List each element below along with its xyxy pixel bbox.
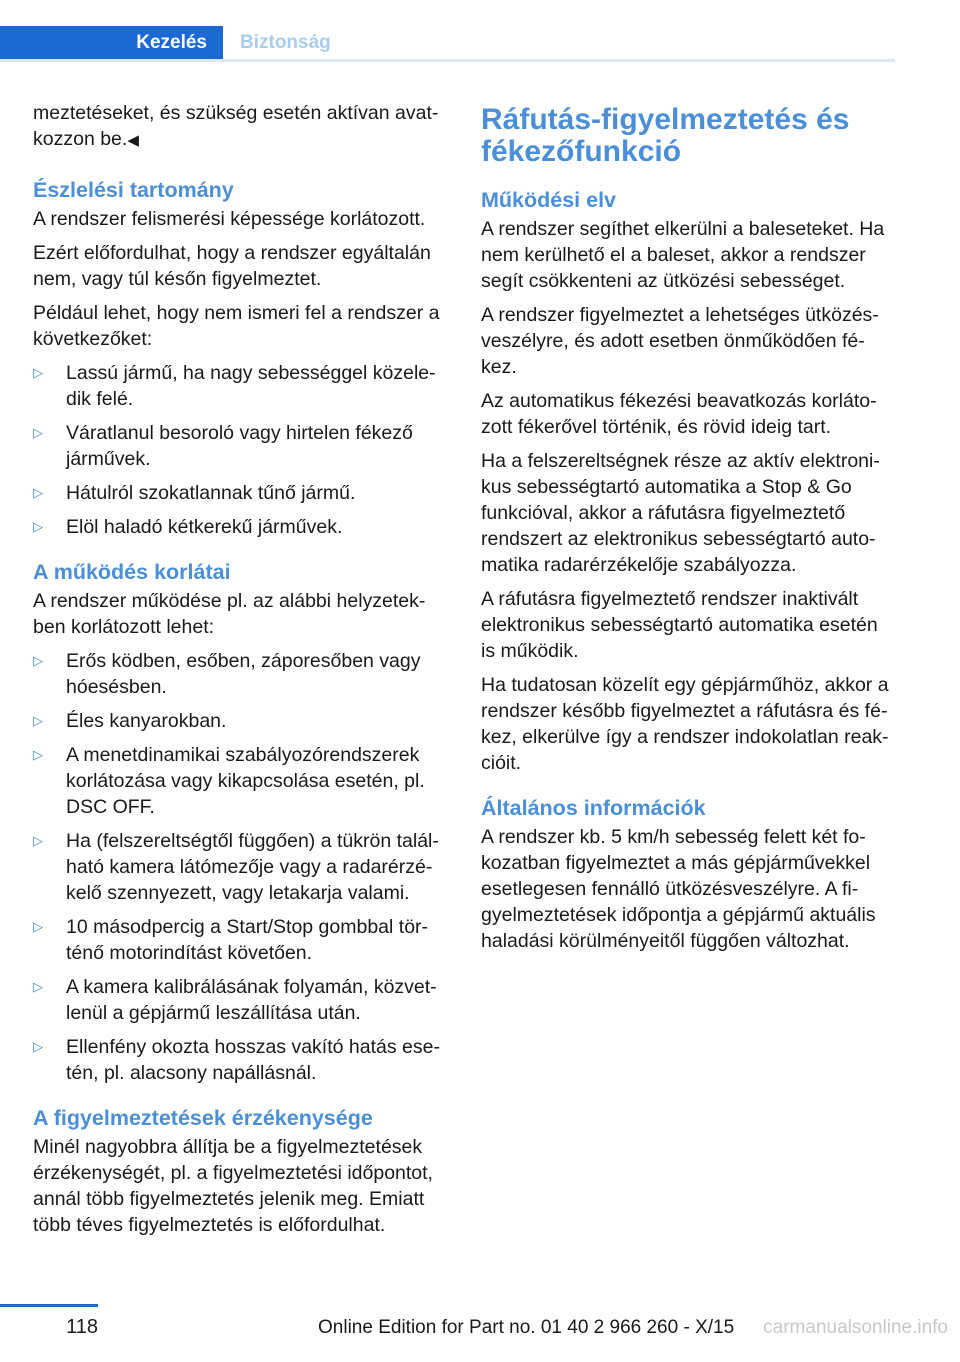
list-item-text: Hátulról szokatlannak tűnő jármű. [66, 482, 356, 504]
list-item [33, 514, 445, 540]
section-title-eszlelesi-tartomany: Észlelési tartomány [33, 178, 234, 202]
section-title-mukodesi-elv: Működési elv [481, 188, 617, 212]
paragraph: Ha a felszereltségnek része az aktív elektroni‐kus sebességtartó automatika a Stop & Go funkcióval, akkor a ráfutásra figyelmeztető rendszert az elektronikus sebességtartó auto‐matika radarérzékelője szabályozza. [481, 450, 880, 576]
list-item-text: Éles kanyarokban. [66, 710, 227, 732]
left-column [33, 100, 445, 1246]
list-item [33, 708, 445, 734]
intro-text: meztetéseket, és szükség esetén aktívan avat‐kozzon be. [33, 102, 439, 150]
triangle-bullet-icon: ▷ [33, 653, 43, 668]
section-title-erzekenyseg: A figyelmeztetések érzékenysége [33, 1106, 373, 1130]
paragraph: A rendszer figyelmeztet a lehetséges ütközés‐veszélyre, és adott esetben önműködően fé‐kez. [481, 304, 879, 378]
list-item-text: Váratlanul besoroló vagy hirtelen fékező járművek. [66, 422, 413, 470]
tab-underline [0, 59, 895, 62]
paragraph: A rendszer kb. 5 km/h sebesség felett két fo‐kozatban figyelmeztet a más gépjárművekkel esetlegesen fennálló ütközésveszélyre. A fi‐gyelmeztetések időpontja a gépjármű aktuális haladási körülményeitől függően változhat. [481, 826, 876, 952]
list-item-text: 10 másodpercig a Start/Stop gombbal tör‐ténő motorindítást követően. [66, 916, 429, 964]
bullet-list [33, 360, 445, 540]
list-item [33, 828, 445, 906]
list-item-text: Elöl haladó kétkerekű járművek. [66, 516, 343, 538]
list-item [33, 648, 445, 700]
list-item [33, 480, 445, 506]
triangle-bullet-icon: ▷ [33, 713, 43, 728]
paragraph: Ha tudatosan közelít egy gépjárműhöz, akkor a rendszer később figyelmeztet a ráfutásra és fé‐kez, elkerülve így a rendszer indokolatlan reak‐cióit. [481, 674, 889, 774]
triangle-bullet-icon: ▷ [33, 833, 43, 848]
paragraph: A rendszer segíthet elkerülni a baleseteket. Ha nem kerülhető el a baleset, akkor a rendszer segít csökkenteni az ütközési sebességet. [481, 218, 885, 292]
list-item [33, 420, 445, 472]
paragraph: Például lehet, hogy nem ismeri fel a rendszer a következőket: [33, 302, 440, 350]
list-item [33, 360, 445, 412]
page-number-rule [0, 1304, 98, 1307]
paragraph: Minél nagyobbra állítja be a figyelmeztetések érzékenységét, pl. a figyelmeztetési időpontot, annál több figyelmeztetés jelenik meg. Emiatt több téves figyelmeztetés is előfordulhat. [33, 1136, 433, 1236]
tab-biztonsag[interactable]: Biztonság [240, 32, 331, 53]
section-title-mukodes-korlatai: A működés korlátai [33, 560, 231, 584]
triangle-bullet-icon: ▷ [33, 919, 43, 934]
intro-paragraph [33, 100, 445, 154]
list-item-text: A kamera kalibrálásának folyamán, közvet‐lenül a gépjármű leszállítása után. [66, 976, 437, 1024]
triangle-bullet-icon: ▷ [33, 365, 43, 380]
triangle-bullet-icon: ▷ [33, 979, 43, 994]
paragraph: Ezért előfordulhat, hogy a rendszer egyáltalán nem, vagy túl későn figyelmeztet. [33, 242, 431, 290]
triangle-bullet-icon: ▷ [33, 485, 43, 500]
section-title-altalanos-informaciok: Általános információk [481, 796, 706, 820]
list-item-text: Erős ködben, esőben, záporesőben vagy hóesésben. [66, 650, 421, 698]
page-title: Ráfutás-figyelmeztetés és fékezőfunkció [481, 103, 850, 168]
list-item-text: A menetdinamikai szabályozórendszerek korlátozása vagy kikapcsolása esetén, pl. DSC OFF. [66, 744, 425, 818]
edition-footer: Online Edition for Part no. 01 40 2 966 260 - X/15 [318, 1317, 735, 1338]
list-item-text: Ellenfény okozta hosszas vakító hatás ese‐tén, pl. alacsony napállásnál. [66, 1036, 440, 1084]
paragraph: A rendszer felismerési képessége korlátozott. [33, 208, 426, 230]
list-item-text: Lassú jármű, ha nagy sebességgel közele‐dik felé. [66, 362, 436, 410]
list-item [33, 1034, 445, 1086]
watermark: carmanualsonline.info [763, 1317, 948, 1338]
paragraph: A rendszer működése pl. az alábbi helyzetek‐ben korlátozott lehet: [33, 590, 426, 638]
list-item [33, 742, 445, 820]
list-item [33, 914, 445, 966]
list-item [33, 974, 445, 1026]
chapter-tabs [0, 26, 895, 62]
paragraph: Az automatikus fékezési beavatkozás korláto‐zott fékerővel történik, és rövid ideig tart. [481, 390, 877, 438]
bullet-list [33, 648, 445, 1086]
end-mark-icon: ◀ [127, 132, 139, 149]
triangle-bullet-icon: ▷ [33, 1039, 43, 1054]
triangle-bullet-icon: ▷ [33, 747, 43, 762]
triangle-bullet-icon: ▷ [33, 519, 43, 534]
tab-kezeles[interactable] [0, 26, 223, 59]
paragraph: A ráfutásra figyelmeztető rendszer inaktivált elektronikus sebességtartó automatika esetén is működik. [481, 588, 878, 662]
right-column [481, 100, 897, 962]
list-item-text: Ha (felszereltségtől függően) a tükrön talál‐ható kamera látómezője vagy a radarérzé‐kelő szennyezett, vagy letakarja valami. [66, 830, 439, 904]
triangle-bullet-icon: ▷ [33, 425, 43, 440]
tab-kezeles-label: Kezelés [136, 32, 207, 53]
page-number: 118 [66, 1316, 98, 1338]
